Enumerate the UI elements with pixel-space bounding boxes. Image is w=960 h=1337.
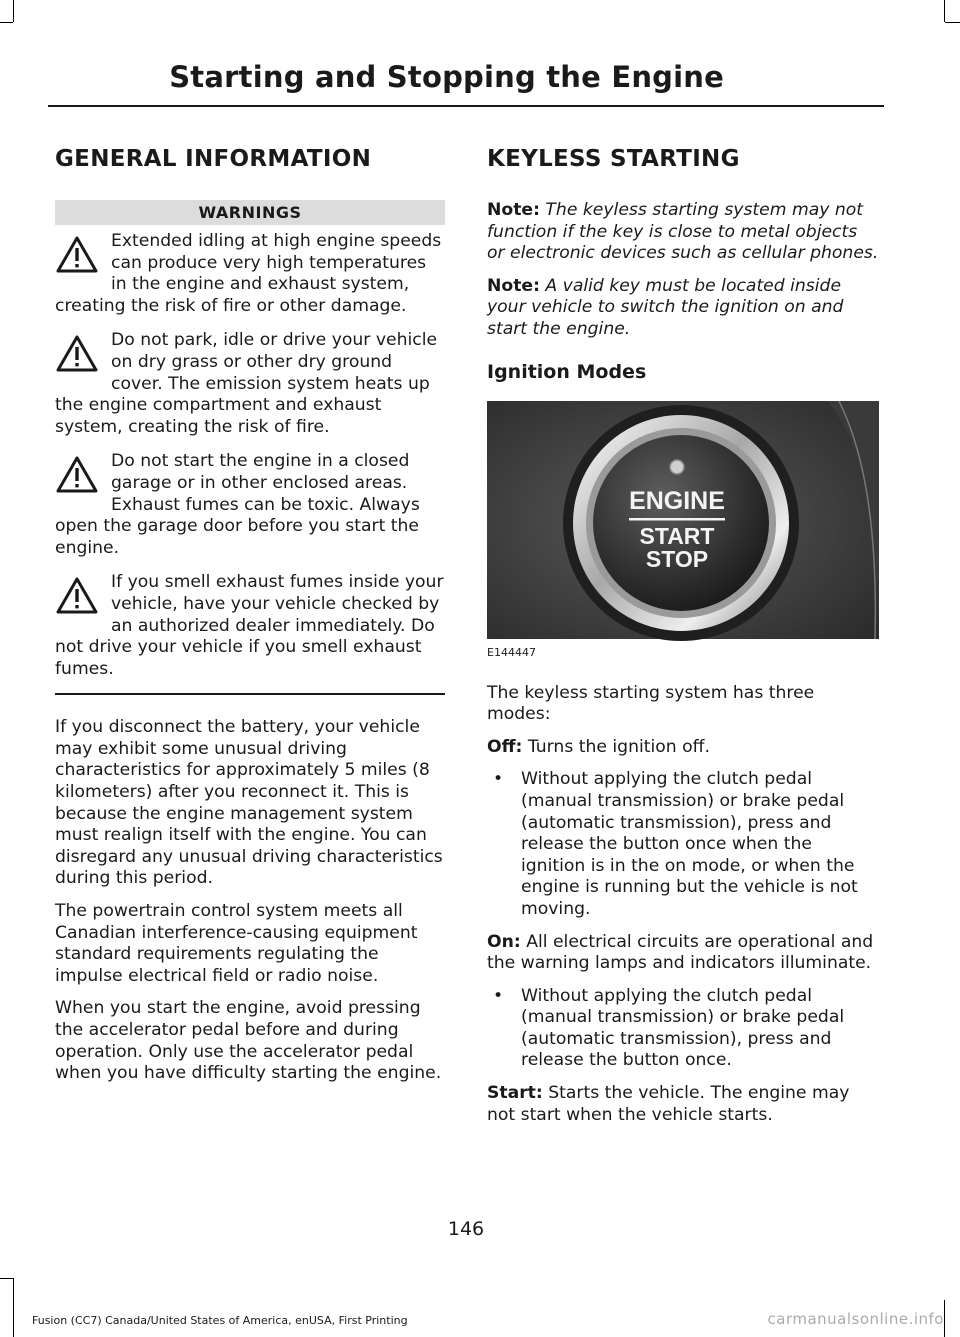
mode-start bbox=[487, 1083, 879, 1126]
crop-mark bbox=[944, 0, 945, 22]
crop-mark bbox=[944, 1300, 945, 1337]
note-paragraph bbox=[487, 276, 879, 341]
mode-on-bullets bbox=[487, 986, 879, 1072]
section-title-keyless-starting: KEYLESS STARTING bbox=[487, 146, 740, 172]
page-number: 146 bbox=[447, 1218, 485, 1240]
body-paragraph: If you disconnect the battery, your vehicle may exhibit some unusual driving characteristics for approximately 5 miles (8 kilometers) after you reconnect it. This is because the engine management system must realign itself with the engine. You can disregard any unusual driving characteristics during this period. bbox=[55, 717, 443, 889]
body-paragraph: The powertrain control system meets all Canadian interference-causing equipment standard requirements regulating the impulse electrical field or radio noise. bbox=[55, 901, 418, 986]
warnings-header: WARNINGS bbox=[55, 200, 445, 225]
note-paragraph bbox=[487, 200, 879, 265]
warnings-end-rule bbox=[55, 693, 445, 695]
mode-label: Off: bbox=[487, 736, 523, 757]
mode-off-bullets bbox=[487, 769, 879, 920]
crop-mark bbox=[13, 0, 14, 22]
button-label-engine: ENGINE bbox=[629, 486, 725, 515]
mode-text: All electrical circuits are operational and the warning lamps and indicators illuminate. bbox=[487, 931, 874, 974]
footer-text: Fusion (CC7) Canada/United States of America, enUSA, First Printing bbox=[32, 1314, 408, 1327]
subsection-title-ignition-modes: Ignition Modes bbox=[487, 360, 647, 383]
button-label-start: START bbox=[639, 522, 715, 549]
left-column bbox=[55, 130, 445, 1096]
body-paragraph: When you start the engine, avoid pressing the accelerator pedal before and during operation. Only use the accelerator pedal when you have difficulty starting the engine. bbox=[55, 998, 442, 1084]
warning-item bbox=[55, 231, 445, 317]
warning-item bbox=[55, 572, 445, 680]
bullet-item: • Without applying the clutch pedal (manual transmission) or brake pedal (automatic transmission), press and release the button once when the ignition is in the on mode, or when the engine is running but the vehicle is not moving. bbox=[487, 769, 879, 920]
mode-on bbox=[487, 932, 879, 975]
note-text: A valid key must be located inside your vehicle to switch the ignition on and start the engine. bbox=[487, 275, 844, 339]
engine-start-button-illustration bbox=[487, 401, 879, 659]
warning-text: Extended idling at high engine speeds can produce very high temperatures in the engine and exhaust system, creating the risk of fire or other damage. bbox=[55, 231, 442, 316]
mode-off bbox=[487, 737, 879, 759]
button-label-stop: STOP bbox=[645, 545, 709, 572]
warning-triangle-icon bbox=[55, 334, 99, 374]
note-label: Note: bbox=[487, 200, 540, 220]
mode-label: Start: bbox=[487, 1083, 543, 1104]
body-paragraph: The keyless starting system has three modes: bbox=[487, 682, 815, 725]
crop-mark bbox=[0, 1278, 13, 1279]
note-label: Note: bbox=[487, 275, 540, 296]
note-text: The keyless starting system may not function if the key is close to metal objects or electronic devices such as cellular phones. bbox=[487, 200, 879, 264]
page-title: Starting and Stopping the Engine bbox=[169, 60, 724, 94]
warning-triangle-icon bbox=[55, 235, 99, 275]
warning-text: If you smell exhaust fumes inside your vehicle, have your vehicle checked by an authorized dealer immediately. Do not drive your vehicle if you smell exhaust fumes. bbox=[55, 572, 444, 679]
warning-triangle-icon bbox=[55, 455, 99, 495]
section-title-general-information: GENERAL INFORMATION bbox=[55, 146, 372, 172]
crop-mark bbox=[0, 22, 13, 23]
warning-item bbox=[55, 330, 445, 438]
warning-triangle-icon bbox=[55, 576, 99, 616]
figure-id: E144447 bbox=[487, 645, 536, 659]
mode-label: On: bbox=[487, 931, 521, 952]
bullet-item: • Without applying the clutch pedal (manual transmission) or brake pedal (automatic transmission), press and release the button once. bbox=[487, 986, 879, 1072]
mode-text: Turns the ignition off. bbox=[522, 736, 710, 757]
crop-mark bbox=[13, 1278, 14, 1337]
warning-text: Do not park, idle or drive your vehicle on dry grass or other dry ground cover. The emission system heats up the engine compartment and exhaust system, creating the risk of fire. bbox=[55, 330, 438, 437]
crop-mark bbox=[945, 22, 960, 23]
engine-start-button-figure bbox=[487, 401, 879, 659]
header-rule bbox=[48, 105, 884, 107]
mode-text: Starts the vehicle. The engine may not start when the vehicle starts. bbox=[487, 1083, 850, 1125]
right-column bbox=[487, 130, 879, 1137]
warning-text: Do not start the engine in a closed garage or in other enclosed areas. Exhaust fumes can be toxic. Always open the garage door before you start the engine. bbox=[55, 451, 420, 558]
warning-item bbox=[55, 451, 445, 559]
watermark: carmanualsonline.info bbox=[767, 1310, 944, 1328]
